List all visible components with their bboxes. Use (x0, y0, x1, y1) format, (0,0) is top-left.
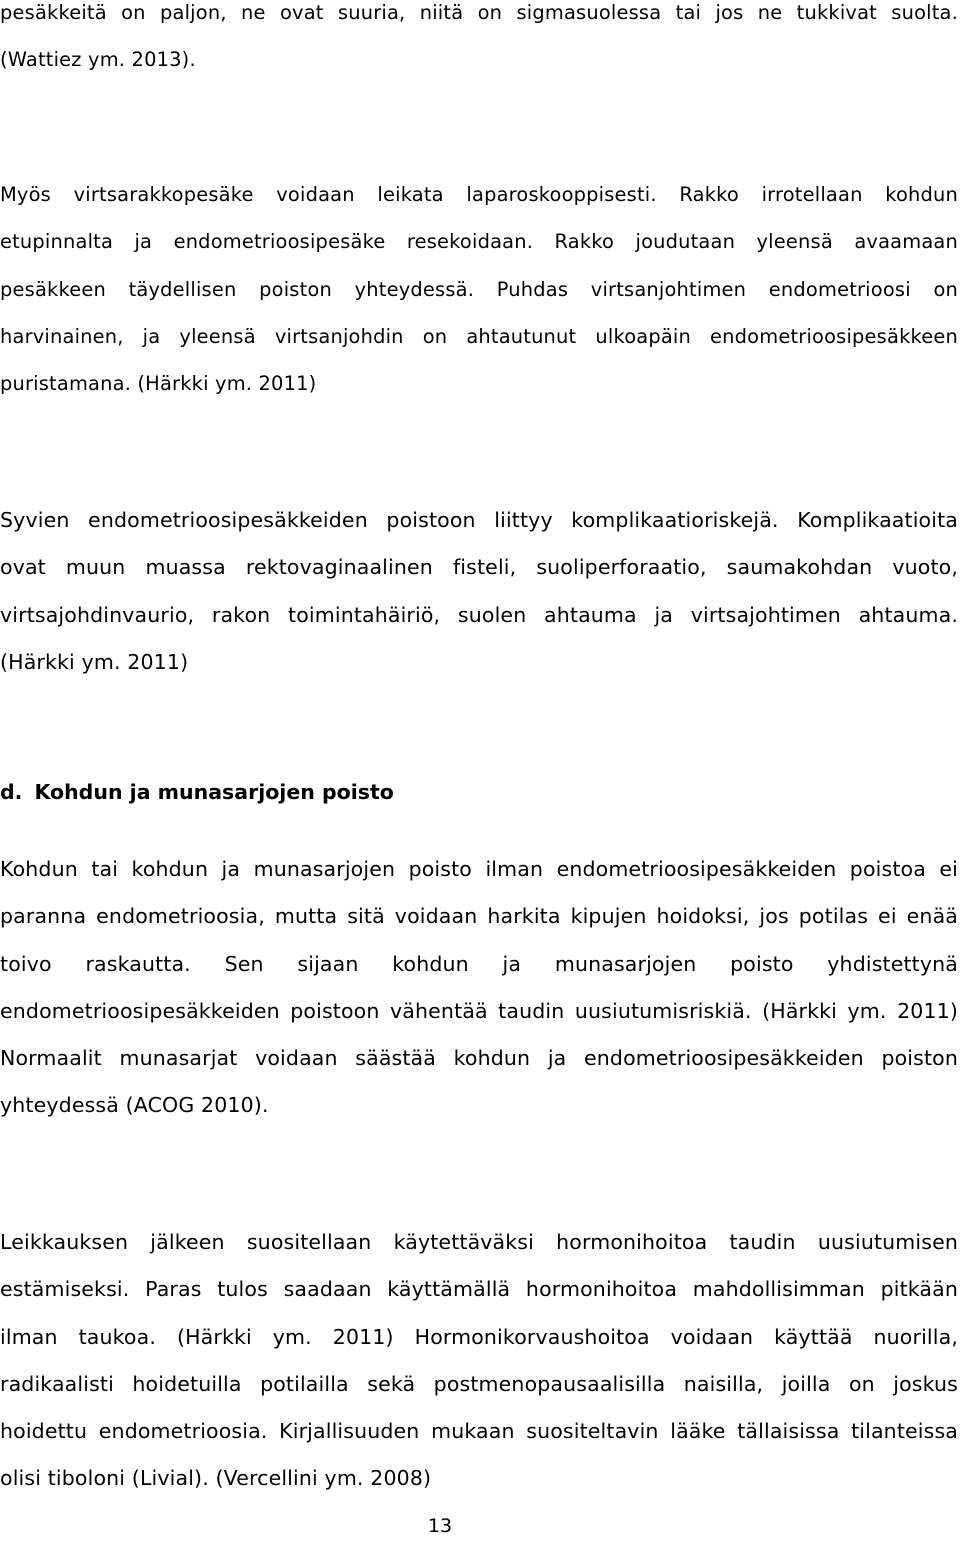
paragraph-line: olisi tiboloni (Livial). (Vercellini ym. 2008) (0, 1466, 432, 1491)
paragraph-line: radikaalisti hoidetuilla potilailla sekä postmenopausaalisilla naisilla, joilla on joskus (0, 1371, 958, 1396)
paragraph-line: Myös virtsarakkopesäke voidaan leikata laparoskooppisesti. Rakko irrotellaan kohdun (0, 183, 958, 206)
paragraph-line: pesäkkeitä on paljon, ne ovat suuria, niitä on sigmasuolessa tai jos ne tukkivat suolta. (0, 1, 958, 24)
paragraph-line: puristamana. (Härkki ym. 2011) (0, 372, 317, 396)
page-number: 13 (427, 1515, 453, 1537)
paragraph-line: pesäkkeen täydellisen poiston yhteydessä. Puhdas virtsanjohtimen endometrioosi on (0, 277, 958, 301)
paragraph-5 (0, 1219, 958, 1503)
paragraph-line: estämiseksi. Paras tulos saadaan käyttämällä hormonihoitoa mahdollisimman pitkään (0, 1277, 958, 1302)
paragraph-line: toivo raskautta. Sen sijaan kohdun ja munasarjojen poisto yhdistettynä (0, 951, 958, 976)
paragraph-line: ovat muun muassa rektovaginaalinen fisteli, suoliperforaatio, saumakohdan vuoto, (0, 555, 958, 580)
paragraph-line: harvinainen, ja yleensä virtsanjohdin on ahtautunut ulkoapäin endometrioosipesäkkeen (0, 324, 958, 348)
section-number: d. (0, 780, 23, 804)
paragraph-line: virtsajohdinvaurio, rakon toimintahäiriö, suolen ahtauma ja virtsajohtimen ahtauma. (0, 602, 958, 627)
paragraph-line: Normaalit munasarjat voidaan säästää kohdun ja endometrioosipesäkkeiden poiston (0, 1046, 958, 1071)
paragraph-line: etupinnalta ja endometrioosipesäke resekoidaan. Rakko joudutaan yleensä avaamaan (0, 230, 958, 254)
section-title: Kohdun ja munasarjojen poisto (34, 780, 394, 804)
paragraph-line: paranna endometrioosia, mutta sitä voidaan harkita kipujen hoidoksi, jos potilas ei enää (0, 904, 958, 929)
paragraph-line: ilman taukoa. (Härkki ym. 2011) Hormonikorvaushoitoa voidaan käyttää nuorilla, (0, 1324, 958, 1349)
paragraph-4 (0, 846, 958, 1130)
section-heading (0, 780, 394, 804)
paragraph-3 (0, 497, 958, 686)
paragraph-line: Leikkauksen jälkeen suositellaan käytettäväksi hormonihoitoa taudin uusiutumisen (0, 1230, 958, 1254)
paragraph-line: yhteydessä (ACOG 2010). (0, 1093, 269, 1118)
paragraph-line: endometrioosipesäkkeiden poistoon vähentää taudin uusiutumisriskiä. (Härkki ym. 2011) (0, 998, 958, 1023)
paragraph-1 (0, 0, 958, 84)
paragraph-line: hoidettu endometrioosia. Kirjallisuuden mukaan suositeltavin lääke tällaisissa tilanteissa (0, 1419, 958, 1444)
paragraph-line: Kohdun tai kohdun ja munasarjojen poisto ilman endometrioosipesäkkeiden poistoa ei (0, 857, 958, 881)
paragraph-line: (Härkki ym. 2011) (0, 649, 189, 674)
paragraph-2 (0, 171, 958, 407)
paragraph-line: (Wattiez ym. 2013). (0, 48, 196, 72)
paragraph-line: Syvien endometrioosipesäkkeiden poistoon liittyy komplikaatioriskejä. Komplikaatioita (0, 508, 958, 532)
